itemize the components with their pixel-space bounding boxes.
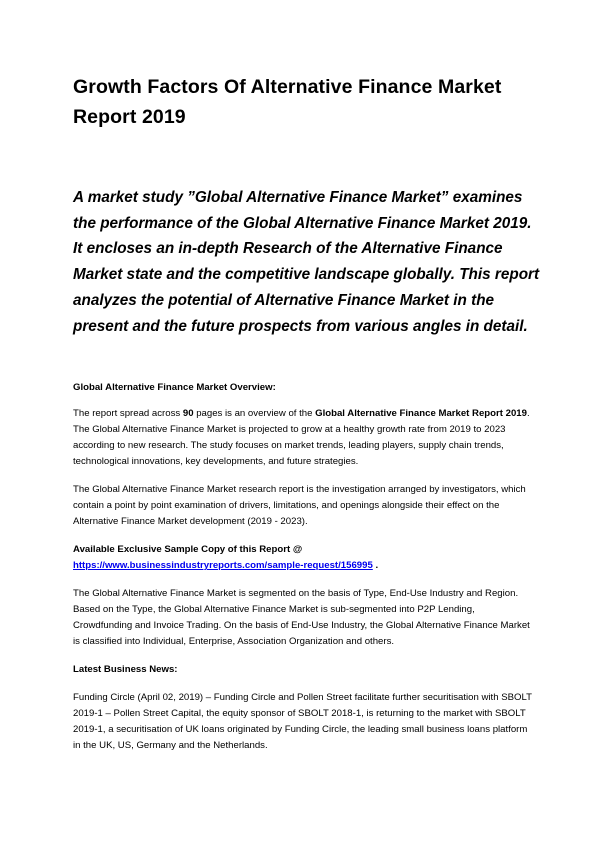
- overview-text-pre: The report spread across: [73, 408, 183, 420]
- news-paragraph: Funding Circle (April 02, 2019) – Funding Circle and Pollen Street facilitate further securitisation with SBOLT 2019-1 – Pollen Street Capital, the equity sponsor of SBOLT 2018-1, is returning to the market with SBOLT 2019-1, a securitisation of UK loans originated by Funding Circle, the leading small business loans platform in the UK, US, Germany and the Netherlands.: [73, 692, 532, 752]
- overview-paragraph: [73, 406, 535, 470]
- sample-request-link[interactable]: https://www.businessindustryreports.com/sample-request/156995: [73, 560, 373, 572]
- overview-text-post: . The Global Alternative Finance Market is projected to grow at a healthy growth rate from 2019 to 2023 according to new research. The study focuses on market trends, leading players, supply chain trends, technological innovations, key developments, and future strategies.: [73, 408, 530, 468]
- sample-paragraph: [73, 542, 535, 574]
- report-name: Global Alternative Finance Market Report 2019: [315, 408, 527, 420]
- lead-paragraph: A market study ”Global Alternative Finance Market” examines the performance of the Global Alternative Finance Market 2019. It encloses an in-depth Research of the Alternative Finance Market state and the competitive landscape globally. This report analyzes the potential of Alternative Finance Market in the present and the future prospects from various angles in detail.: [73, 189, 540, 335]
- document-content: [73, 72, 540, 754]
- page-title: Growth Factors Of Alternative Finance Market Report 2019: [73, 76, 502, 128]
- research-paragraph: The Global Alternative Finance Market research report is the investigation arranged by investigators, which contain a point by point examination of drivers, limitations, and openings alongside their effect on the Alternative Finance Market development (2019 - 2023).: [73, 484, 526, 528]
- segmentation-paragraph: The Global Alternative Finance Market is segmented on the basis of Type, End-Use Industry and Region. Based on the Type, the Global Alternative Finance Market is sub-segmented into P2P Lending, Crowdfunding and Invoice Trading. On the basis of End-Use Industry, the Global Alternative Finance Market is classified into Individual, Enterprise, Association Organization and others.: [73, 588, 530, 648]
- page-count: 90: [182, 408, 194, 420]
- overview-heading: Global Alternative Finance Market Overview:: [73, 382, 276, 394]
- sample-suffix: .: [372, 560, 379, 572]
- news-heading: Latest Business News:: [73, 664, 178, 676]
- overview-text-mid: pages is an overview of the: [193, 408, 316, 420]
- sample-label: Available Exclusive Sample Copy of this Report @: [73, 544, 303, 556]
